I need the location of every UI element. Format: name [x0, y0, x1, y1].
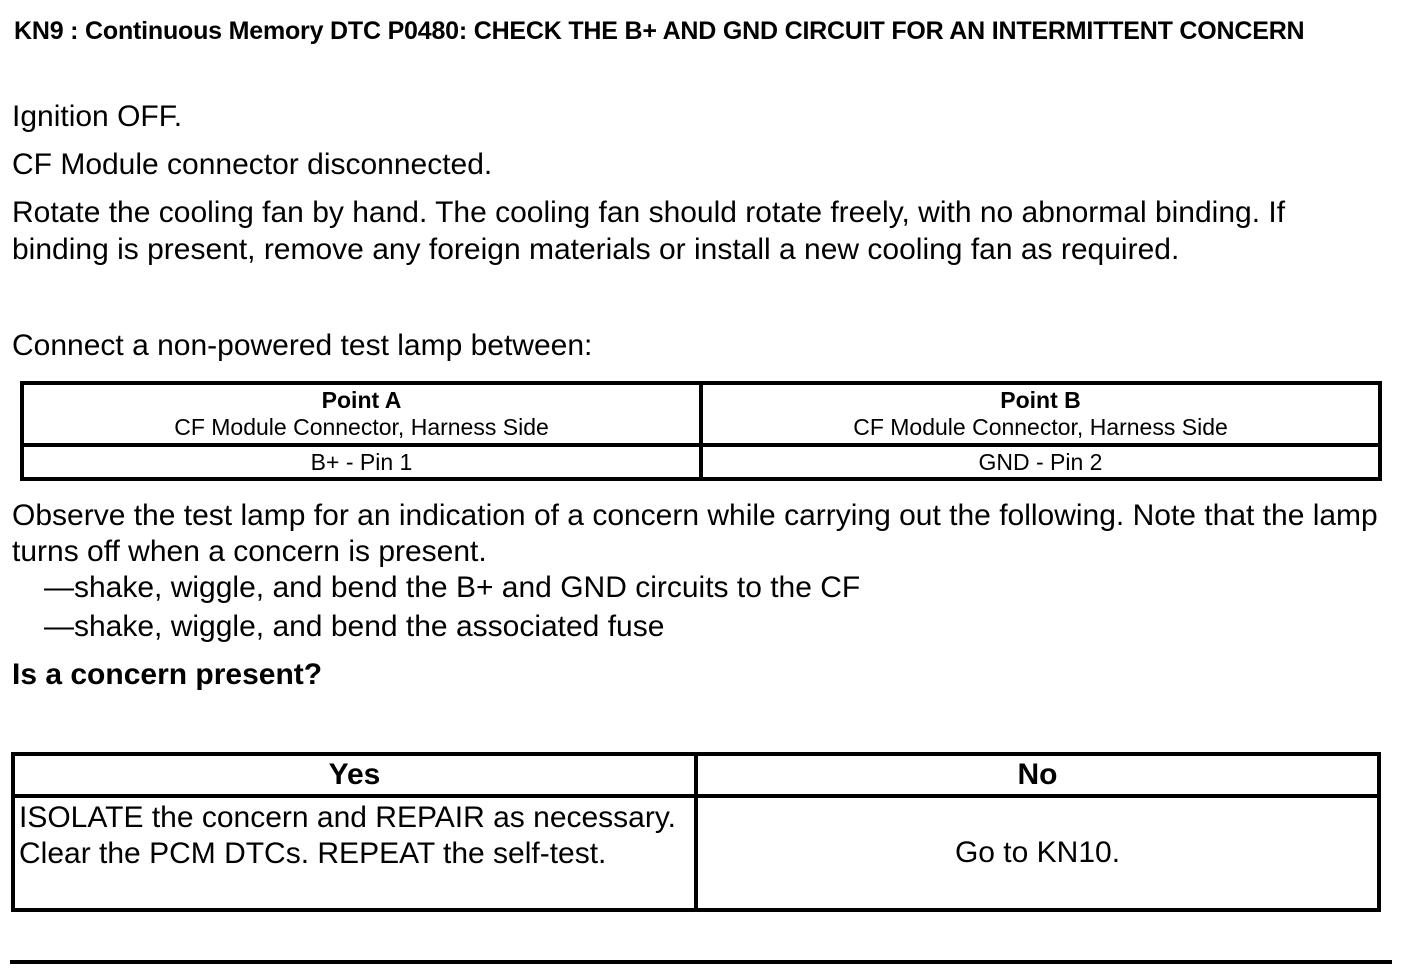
- concern-question: Is a concern present?: [12, 658, 323, 691]
- yes-action-line: ISOLATE the concern and REPAIR as necessary.: [19, 801, 676, 834]
- point-b-value: GND - Pin 2: [701, 445, 1380, 479]
- section-title: KN9 : Continuous Memory DTC P0480: CHECK THE B+ AND GND CIRCUIT FOR AN INTERMITTENT CONCERN: [14, 17, 1305, 45]
- point-b-header: Point B: [1000, 387, 1081, 413]
- step-rotate-fan: Rotate the cooling fan by hand. The cooling fan should rotate freely, with no abnormal binding. If binding is present, remove any foreign materials or install a new cooling fan as required.: [12, 196, 1286, 266]
- step-ignition-off: Ignition OFF.: [12, 100, 183, 133]
- point-a-value: B+ - Pin 1: [22, 445, 701, 479]
- observe-item: —shake, wiggle, and bend the B+ and GND circuits to the CF: [44, 571, 861, 604]
- observe-item: —shake, wiggle, and bend the associated fuse: [44, 610, 665, 643]
- step-connect-test-lamp: Connect a non-powered test lamp between:: [12, 329, 593, 362]
- no-header: No: [696, 754, 1379, 796]
- point-b-sub: CF Module Connector, Harness Side: [853, 414, 1228, 440]
- yes-header: Yes: [13, 754, 696, 796]
- yes-action-cell: [13, 796, 696, 910]
- step-connector-disconnected: CF Module connector disconnected.: [12, 148, 493, 181]
- point-a-header-cell: [22, 383, 701, 445]
- point-b-header-cell: [701, 383, 1380, 445]
- point-a-header: Point A: [321, 387, 402, 413]
- bottom-divider: [10, 960, 1392, 964]
- yes-action-line: Clear the PCM DTCs. REPEAT the self-test.: [19, 837, 607, 870]
- result-table: [11, 752, 1381, 912]
- no-action: Go to KN10.: [696, 796, 1379, 910]
- observe-instruction: Observe the test lamp for an indication of a concern while carrying out the following. Note that the lamp turns off when a concern is present.: [12, 499, 1378, 568]
- point-a-sub: CF Module Connector, Harness Side: [174, 414, 549, 440]
- test-points-table: [20, 381, 1382, 481]
